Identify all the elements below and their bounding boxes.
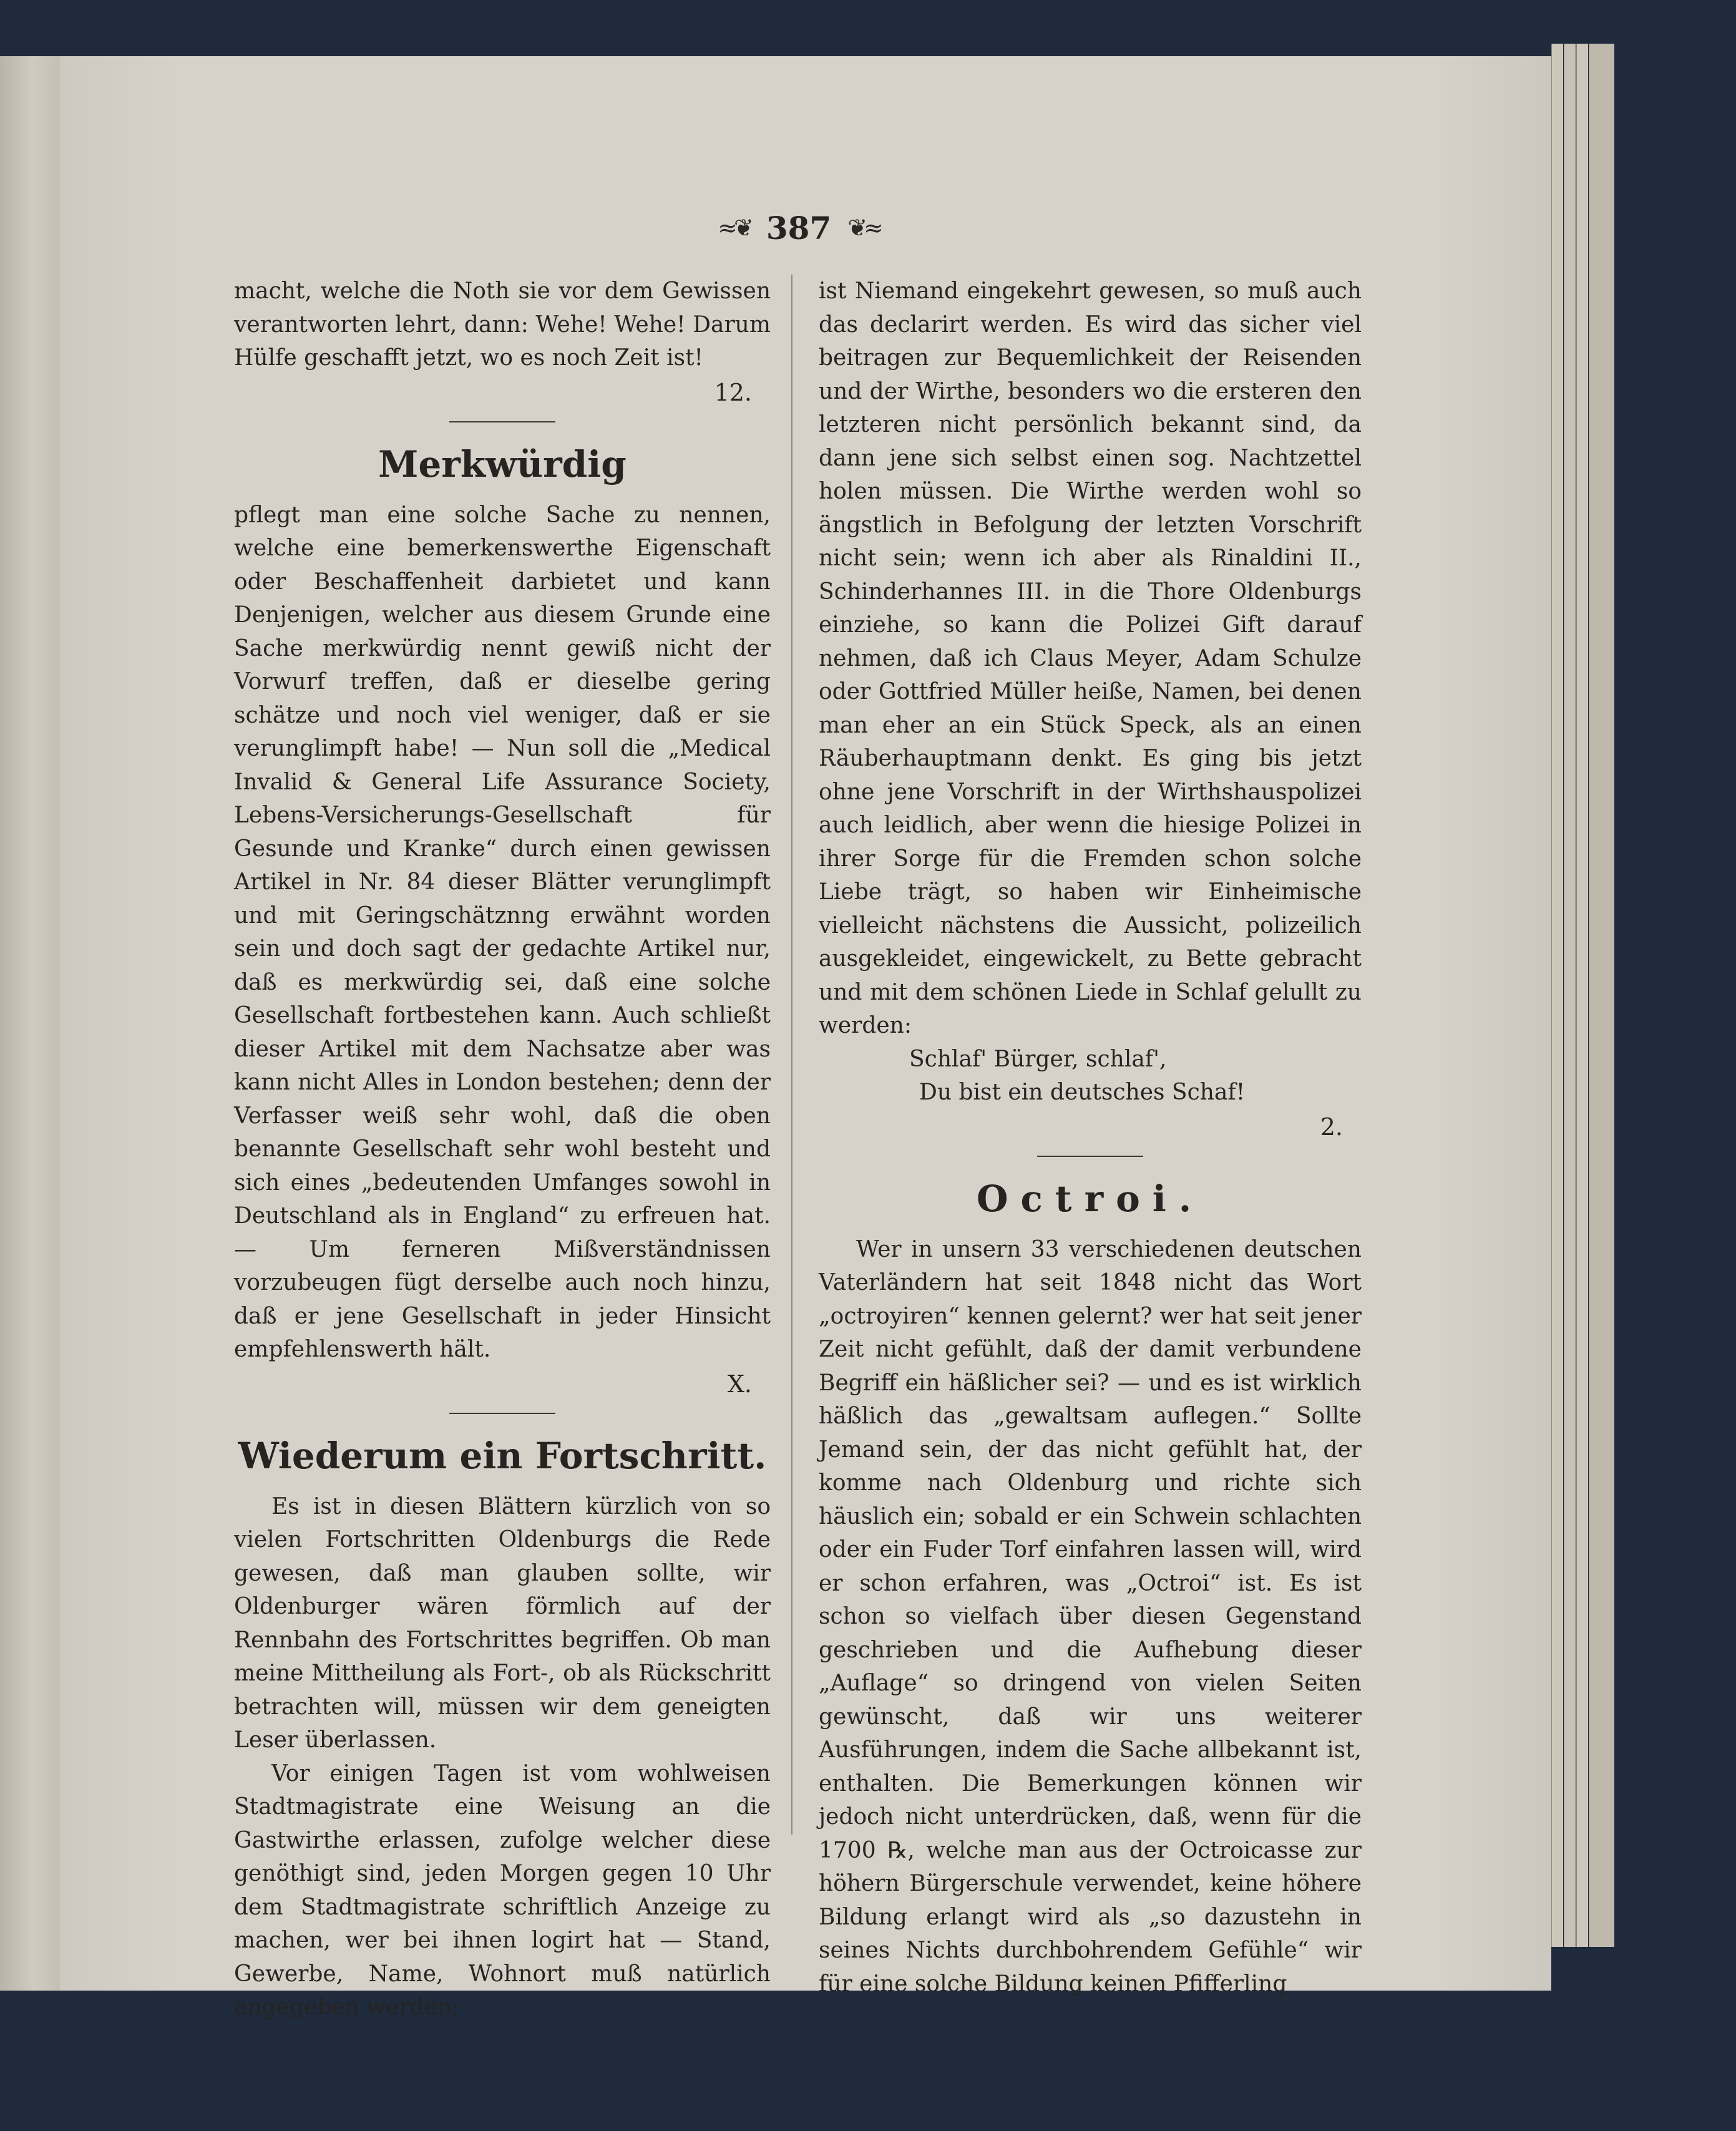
page-stack-edge (1564, 44, 1576, 1947)
intro-text: macht, welche die Noth sie vor dem Gewissen verantworten lehrt, dann: Wehe! Wehe! Darum Hülfe geschafft jetzt, wo es noch Zeit ist! (234, 278, 771, 371)
page-stack-edge (1589, 44, 1614, 1947)
verse-line: Schlaf' Bürger, schlaf', (909, 1046, 1167, 1072)
page-number: 387 (766, 209, 832, 246)
verse-line: Du bist ein deutsches Schaf! (919, 1080, 1246, 1105)
article-merkwuerdig-body: pflegt man eine solche Sache zu nennen, welche eine bemerkenswerthe Eigenschaft oder Beschaffenheit darbietet und kann Denjenigen, welcher aus diesem Grunde eine Sache merkwürdig nennt gewiß nicht der Vorwurf treffen, daß er dieselbe gering schätze und noch viel weniger, daß er sie verunglimpft habe! — Nun soll die „Medical Invalid & General Life Assurance Society, Lebens-Versicherungs-Gesellschaft für Gesunde und Kranke“ durch einen gewissen Artikel in Nr. 84 dieser Blätter verunglimpft und mit Geringschätznng erwähnt worden sein und doch sagt der gedachte Artikel nur, daß es merkwürdig sei, daß eine solche Gesellschaft fortbestehen kann. Auch schließt dieser Artikel mit dem Nachsatze aber was kann nicht Alles in London bestehen; denn der Verfasser weiß sehr wohl, daß die oben benannte Gesellschaft sehr wohl besteht und sich eines „bedeutenden Umfanges sowohl in Deutschland als in England“ zu erfreuen hat. — Um ferneren Mißverständnissen vorzubeugen fügt derselbe auch noch hinzu, daß er jene Gesellschaft in jeder Hinsicht empfehlenswerth hält. (234, 502, 771, 1362)
page-header (686, 203, 911, 253)
left-page-edge (0, 56, 61, 1991)
ornament-right-icon: ❦≈ (847, 214, 880, 241)
column-divider (791, 275, 792, 1835)
article-merkwuerdig-signature: X. (727, 1370, 752, 1398)
heading-octroi: Octroi. (976, 1177, 1204, 1220)
section-rule (1037, 1156, 1143, 1157)
verse (819, 1043, 1362, 1109)
article-fortschritt-para1: Es ist in diesen Blättern kürzlich von so vielen Fortschritten Oldenburgs die Rede gewesen, daß man glauben sollte, wir Oldenburger wären förmlich auf der Rennbahn des Fortschrittes begriffen. Ob man meine Mittheilung als Fort-, ob als Rückschritt betrachten will, müssen wir dem geneigten Leser überlassen. (234, 1493, 771, 1753)
left-column (234, 275, 771, 2024)
article-octroi-body: Wer in unsern 33 verschiedenen deutschen Vaterländern hat seit 1848 nicht das Wort „octroyiren“ kennen gelernt? wer hat seit jener Zeit nicht gefühlt, daß der damit verbundene Begriff ein häßlicher sei? — und es ist wirklich häßlich das „gewaltsam auflegen.“ Sollte Jemand sein, der das nicht gefühlt hat, der komme nach Oldenburg und richte sich häuslich ein; sobald er ein Schwein schlachten oder ein Fuder Torf einfahren lassen will, wird er schon erfahren, was „Octroi“ ist. Es ist schon so vielfach über diesen Gegenstand geschrieben und die Aufhebung dieser „Auflage“ so dringend von vielen Seiten gewünscht, daß wir uns weiterer Ausführungen, indem die Sache allbekannt ist, enthalten. Die Bemerkungen können wir jedoch nicht unterdrücken, daß, wenn für die 1700 ℞, welche man aus der Octroicasse zur höhern Bürgerschule verwendet, keine höhere Bildung erlangt wird als „so dazustehn in seines Nichts durchbohrendem Gefühle“ wir für eine solche Bildung keinen Pfifferling (819, 1236, 1362, 1997)
article-fortschritt-signature: 2. (1320, 1113, 1343, 1141)
article-fortschritt-para2: Vor einigen Tagen ist vom wohlweisen Stadtmagistrate eine Weisung an die Gastwirthe erlassen, zufolge welcher diese genöthigt sind, jeden Morgen gegen 10 Uhr dem Stadtmagistrate schriftlich Anzeige zu machen, wer bei ihnen logirt hat — Stand, Gewerbe, Name, Wohnort muß natürlich angegeben werden; (234, 1760, 771, 2020)
heading-merkwuerdig: Merkwürdig (378, 442, 627, 485)
section-rule (449, 1413, 555, 1414)
page-stack-edge (1576, 44, 1588, 1947)
section-rule (449, 421, 555, 422)
intro-signature: 12. (714, 378, 752, 406)
article-fortschritt-continuation: ist Niemand eingekehrt gewesen, so muß auch das declarirt werden. Es wird das sicher viel beitragen zur Bequemlichkeit der Reisenden und der Wirthe, besonders wo die ersteren den letzteren nicht persönlich bekannt sind, da dann jene sich selbst einen sog. Nachtzettel holen müssen. Die Wirthe werden wohl so ängstlich in Befolgung der letzten Vorschrift nicht sein; wenn ich aber als Rinaldini II., Schinderhannes III. in die Thore Oldenburgs einziehe, so kann die Polizei Gift darauf nehmen, daß ich Claus Meyer, Adam Schulze oder Gottfried Müller heiße, Namen, bei denen man eher an ein Stück Speck, als an einen Räuberhauptmann denkt. Es ging bis jetzt ohne jene Vorschrift in der Wirthshauspolizei auch leidlich, aber wenn die hiesige Polizei in ihrer Sorge für die Fremden schon solche Liebe trägt, so haben wir Einheimische vielleicht nächstens die Aussicht, polizeilich ausgekleidet, eingewickelt, zu Bette gebracht und mit dem schönen Liede in Schlaf gelullt zu werden: (819, 278, 1362, 1038)
ornament-left-icon: ≈❦ (718, 214, 750, 241)
page-stack-edge (1551, 44, 1563, 1947)
heading-fortschritt: Wiederum ein Fortschritt. (238, 1434, 767, 1477)
right-column (819, 275, 1362, 2001)
